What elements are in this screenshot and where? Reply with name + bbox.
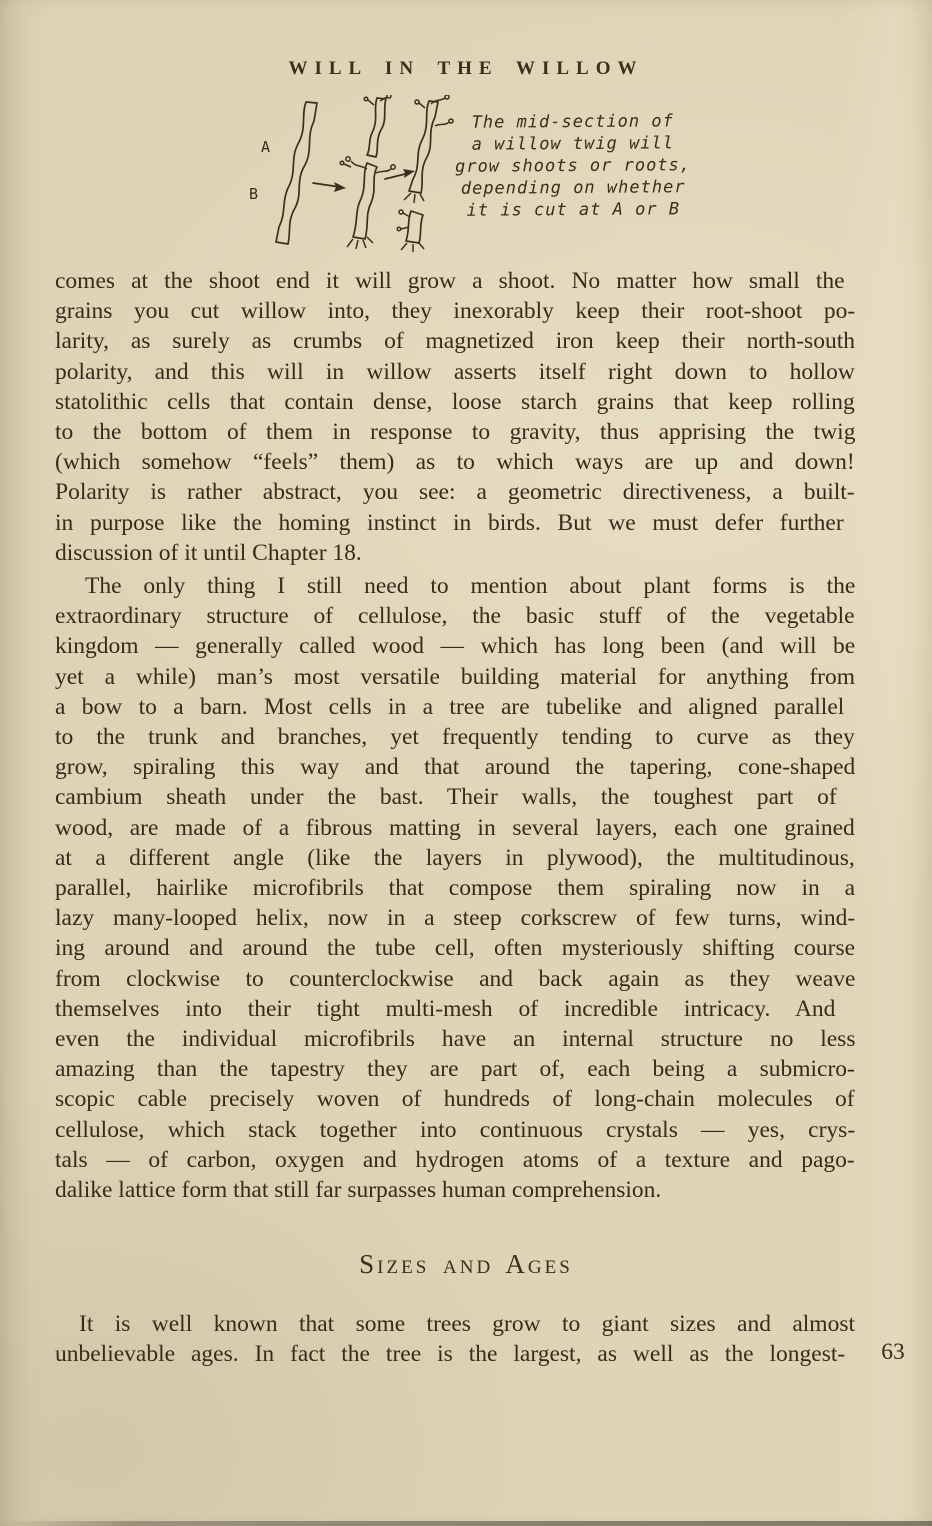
text-line: extraordinary structure of cellulose, the basic stuff of the vegetable (55, 603, 855, 630)
twig-illustration (243, 95, 692, 255)
twig-cut-middle (340, 95, 395, 249)
text-line: a willow twig will (471, 133, 675, 155)
text-line: parallel, hairlike microfibrils that compose them spiraling now in a (55, 875, 856, 902)
text-line: at a different angle (like the layers in plywood), the multitudinous, (55, 844, 855, 871)
twig-drawing (243, 95, 455, 255)
text-line: grow, spiraling this way and that around the tapering, cone-shaped (55, 754, 856, 781)
text-line: themselves into their tight multi-mesh of incredible intricacy. And (55, 995, 836, 1022)
text-line: statolithic cells that contain dense, loose starch grains that keep rolling (55, 388, 855, 415)
text-line: larity, as surely as crumbs of magnetized iron keep their north-south (55, 328, 855, 355)
text-line: dalike lattice form that still far surpasses human comprehension. (55, 1177, 662, 1204)
text-line: unbelievable ages. In fact the tree is the largest, as well as the longest- (55, 1341, 846, 1368)
text-line: cambium sheath under the bast. Their walls, the toughest part of (55, 784, 837, 811)
text-line: grow shoots or roots, (454, 155, 692, 177)
text-line: kingdom — generally called wood — which has long been (and will be (55, 633, 856, 660)
cut-point-label-a: A (261, 138, 271, 156)
scan-bottom-edge (0, 1521, 932, 1526)
text-line: it is cut at A or B (466, 199, 681, 221)
text-line: The mid-section of (471, 111, 674, 133)
text-line: polarity, and this will in willow asserts itself right down to hollow (55, 358, 855, 385)
running-head: WILL IN THE WILLOW (288, 58, 644, 79)
text-line: Polarity is rather abstract, you see: a geometric directiveness, a built- (55, 479, 855, 506)
text-line: a bow to a barn. Most cells in a tree are tubelike and aligned parallel (55, 693, 845, 720)
text-line: depending on whether (460, 177, 686, 199)
text-line: scopic cable precisely woven of hundreds of long-chain molecules of (55, 1086, 855, 1113)
paragraph-cellulose (55, 571, 855, 1205)
illustration-caption (455, 94, 692, 222)
arrow-icon (313, 182, 346, 192)
twig-before-cutting (249, 102, 317, 244)
text-line: amazing than the tapestry they are part of, each being a submicro- (55, 1056, 855, 1083)
cut-point-label-b: B (249, 185, 259, 203)
paragraph-sizes-ages (55, 1309, 855, 1369)
text-line: from clockwise to counterclockwise and back again as they weave (55, 965, 856, 992)
text-line: wood, are made of a fibrous matting in several layers, each one grained (55, 814, 855, 841)
text-line: lazy many-looped helix, now in a steep corkscrew of few turns, wind- (55, 905, 856, 932)
text-line: to the trunk and branches, yet frequently tending to curve as they (55, 724, 855, 751)
text-line: The only thing I still need to mention about plant forms is the (85, 573, 856, 599)
text-line: comes at the shoot end it will grow a shoot. No matter how small the (55, 268, 845, 294)
text-line: (which somehow “feels” them) as to which ways are up and down! (55, 449, 855, 476)
text-line: yet a while) man’s most versatile building material for anything from (55, 663, 856, 690)
text-line: to the bottom of them in response to gravity, thus apprising the twig (55, 419, 856, 446)
section-heading: Sizes and Ages (359, 1249, 573, 1279)
page-number: 63 (881, 1339, 905, 1365)
text-line: in purpose like the homing instinct in birds. But we must defer further (55, 509, 844, 536)
text-line: ing around and around the tube cell, often mysteriously shifting course (55, 935, 856, 962)
text-line: grains you cut willow into, they inexorably keep their root-shoot po- (55, 298, 856, 325)
text-line: tals — of carbon, oxygen and hydrogen atoms of a texture and pago- (55, 1146, 855, 1173)
paragraph-continued (55, 266, 855, 568)
text-line: cellulose, which stack together into continuous crystals — yes, crys- (55, 1116, 856, 1143)
text-line: discussion of it until Chapter 18. (55, 539, 362, 566)
text-line: It is well known that some trees grow to giant sizes and almost (79, 1311, 856, 1337)
text-line: even the individual microfibrils have an internal structure no less (55, 1026, 856, 1053)
